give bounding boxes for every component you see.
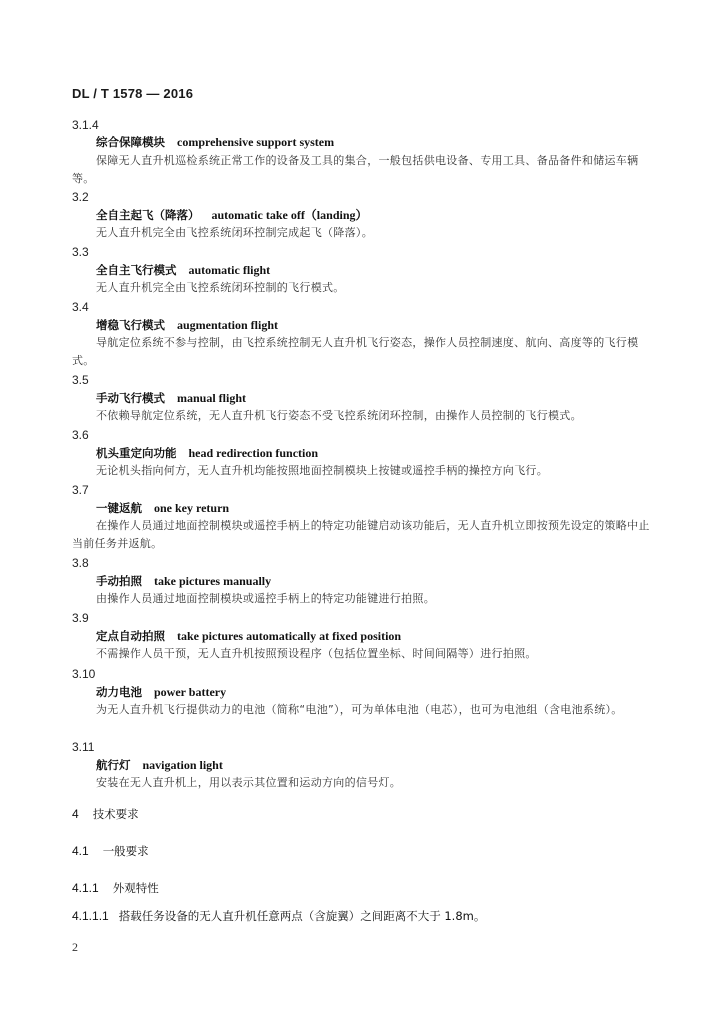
term-heading [0, 758, 650, 772]
term-entry [0, 245, 650, 297]
section-title: 一般要求 [102, 844, 149, 858]
term-number: 3.11 [72, 740, 95, 754]
term-definition: 在操作人员通过地面控制模块或遥控手柄上的特定功能键启动该功能后，无人直升机立即按预先设定的策略中止当前任务并返航。 [72, 519, 650, 550]
term-zh: 航行灯 [96, 758, 131, 772]
term-definition: 无人直升机完全由飞控系统闭环控制完成起飞（降落）。 [96, 226, 373, 239]
term-entry [0, 300, 650, 370]
section-heading [72, 843, 149, 859]
term-definition: 不需操作人员干预，无人直升机按照预设程序（包括位置坐标、时间间隔等）进行拍照。 [96, 647, 537, 660]
term-zh: 定点自动拍照 [96, 629, 165, 643]
term-entry [0, 611, 650, 663]
section-number: 4.1 [72, 844, 89, 858]
term-entry [0, 428, 650, 480]
term-entry [0, 667, 650, 719]
term-heading [0, 629, 650, 643]
term-number: 3.9 [72, 611, 89, 625]
term-entry [0, 373, 650, 425]
term-number: 3.7 [72, 483, 89, 497]
term-heading [0, 685, 650, 699]
term-number: 3.10 [72, 667, 96, 681]
term-definition: 无人直升机完全由飞控系统闭环控制的飞行模式。 [96, 281, 345, 294]
term-zh: 手动拍照 [96, 574, 142, 588]
section-title: 外观特性 [112, 881, 159, 895]
term-en: navigation light [142, 758, 223, 772]
term-zh: 手动飞行模式 [96, 391, 165, 405]
term-zh: 机头重定向功能 [96, 446, 177, 460]
document-header: DL / T 1578 — 2016 [72, 86, 194, 101]
term-number: 3.6 [72, 428, 89, 442]
term-number: 3.1.4 [72, 118, 99, 132]
term-entry [0, 556, 650, 608]
term-heading [0, 208, 650, 222]
term-entry [0, 740, 650, 792]
section-title: 技术要求 [92, 807, 139, 821]
term-en: augmentation flight [177, 318, 279, 332]
term-number: 3.3 [72, 245, 89, 259]
term-en: power battery [154, 685, 227, 699]
term-zh: 一键返航 [96, 501, 142, 515]
section-number: 4 [72, 807, 79, 821]
term-heading [0, 263, 650, 277]
term-heading [0, 446, 650, 460]
term-en: automatic flight [188, 263, 271, 277]
term-number: 3.4 [72, 300, 89, 314]
term-zh: 全自主飞行模式 [96, 263, 177, 277]
term-entry [0, 483, 650, 553]
term-heading [0, 574, 650, 588]
section-heading [72, 806, 139, 822]
term-en: manual flight [177, 391, 247, 405]
term-zh: 动力电池 [96, 685, 142, 699]
term-heading [0, 391, 650, 405]
term-en: comprehensive support system [177, 135, 335, 149]
term-en: head redirection function [188, 446, 319, 460]
term-entry [0, 118, 650, 188]
term-en: automatic take off（landing） [211, 208, 368, 222]
section-heading [72, 880, 159, 896]
clause-number: 4.1.1.1 [72, 909, 109, 923]
term-definition: 导航定位系统不参与控制，由飞控系统控制无人直升机飞行姿态，操作人员控制速度、航向、高度等的飞行模式。 [72, 336, 639, 367]
clause [72, 908, 485, 924]
term-entry [0, 190, 650, 242]
clause-text: 搭载任务设备的无人直升机任意两点（含旋翼）之间距离不大于 1.8m。 [118, 909, 486, 923]
term-en: one key return [154, 501, 230, 515]
term-definition: 不依赖导航定位系统，无人直升机飞行姿态不受飞控系统闭环控制，由操作人员控制的飞行模式。 [96, 409, 582, 422]
term-definition: 无论机头指向何方，无人直升机均能按照地面控制模块上按键或遥控手柄的操控方向飞行。 [96, 464, 548, 477]
term-number: 3.8 [72, 556, 89, 570]
term-definition: 为无人直升机飞行提供动力的电池（简称“电池”），可为单体电池（电芯），也可为电池组（含电池系统）。 [96, 703, 623, 716]
term-zh: 综合保障模块 [96, 135, 165, 149]
term-heading [0, 318, 650, 332]
term-definition: 安装在无人直升机上，用以表示其位置和运动方向的信号灯。 [96, 776, 402, 789]
term-en: take pictures manually [154, 574, 272, 588]
term-heading [0, 501, 650, 515]
term-zh: 增稳飞行模式 [96, 318, 165, 332]
section-number: 4.1.1 [72, 881, 99, 895]
term-number: 3.2 [72, 190, 89, 204]
term-definition: 保障无人直升机巡检系统正常工作的设备及工具的集合，一般包括供电设备、专用工具、备品备件和储运车辆等。 [72, 154, 639, 185]
term-number: 3.5 [72, 373, 89, 387]
term-zh: 全自主起飞（降落） [96, 208, 200, 222]
term-definition: 由操作人员通过地面控制模块或遥控手柄上的特定功能键进行拍照。 [96, 592, 435, 605]
term-en: take pictures automatically at fixed position [177, 629, 402, 643]
term-heading [0, 135, 650, 149]
page-number: 2 [72, 940, 78, 954]
